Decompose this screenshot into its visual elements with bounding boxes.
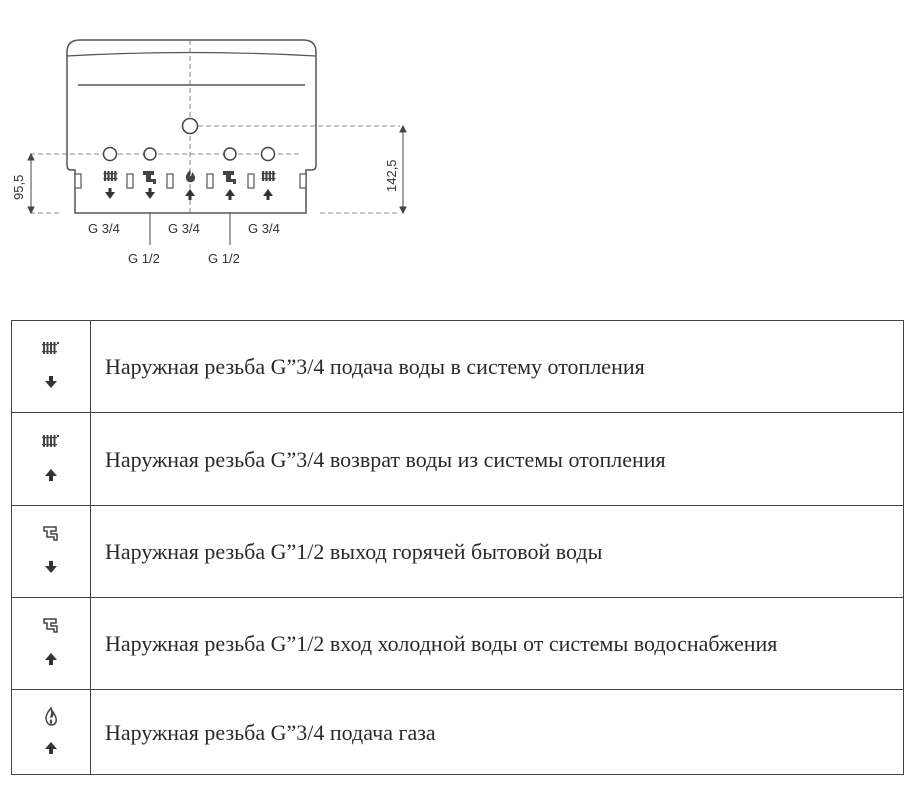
legend-icon-cell [12, 598, 91, 690]
table-row [12, 690, 904, 775]
direction-arrows [105, 188, 273, 200]
legend-icon-cell [12, 321, 91, 413]
arrow-up-icon [44, 742, 58, 754]
tap-icon [143, 171, 156, 184]
label-hot-water: G 1/2 [128, 251, 160, 266]
label-heating-return: G 3/4 [248, 221, 280, 236]
label-cold-water: G 1/2 [208, 251, 240, 266]
tap-icon [40, 617, 62, 647]
flame-icon [40, 706, 62, 736]
radiator-icon [262, 171, 276, 181]
legend-text: Наружная резьба G”1/2 выход горячей бытовой воды [91, 506, 904, 598]
gas-connection-circle [183, 119, 198, 134]
legend-icon-cell [12, 690, 91, 775]
table-row [12, 598, 904, 690]
dimension-label-right: 142,5 [384, 159, 399, 192]
tap-icon [40, 525, 62, 555]
legend-text: Наружная резьба G”3/4 подача воды в систему отопления [91, 321, 904, 413]
legend-icon-cell [12, 413, 91, 506]
flame-icon [186, 170, 195, 182]
dimension-lines [28, 126, 406, 213]
arrow-down-icon [44, 376, 58, 388]
arrow-up-icon [44, 469, 58, 481]
arrow-down-icon [44, 561, 58, 573]
radiator-icon [40, 433, 62, 463]
arrow-up-icon [44, 653, 58, 665]
dimension-label-left: 95,5 [11, 174, 26, 200]
table-row [12, 506, 904, 598]
label-heating-supply: G 3/4 [88, 221, 120, 236]
center-lines [30, 40, 400, 215]
tap-icon [223, 171, 236, 184]
boiler-connection-diagram [0, 0, 420, 275]
radiator-icon [104, 171, 118, 181]
label-gas: G 3/4 [168, 221, 200, 236]
radiator-icon [40, 340, 62, 370]
boiler-top-edge [67, 53, 316, 57]
connector-labels [88, 221, 280, 266]
legend-text: Наружная резьба G”1/2 вход холодной воды от системы водоснабжения [91, 598, 904, 690]
table-row [12, 413, 904, 506]
table-row [12, 321, 904, 413]
legend-table [11, 320, 904, 775]
legend-icon-cell [12, 506, 91, 598]
legend-text: Наружная резьба G”3/4 возврат воды из системы отопления [91, 413, 904, 506]
legend-text: Наружная резьба G”3/4 подача газа [91, 690, 904, 775]
